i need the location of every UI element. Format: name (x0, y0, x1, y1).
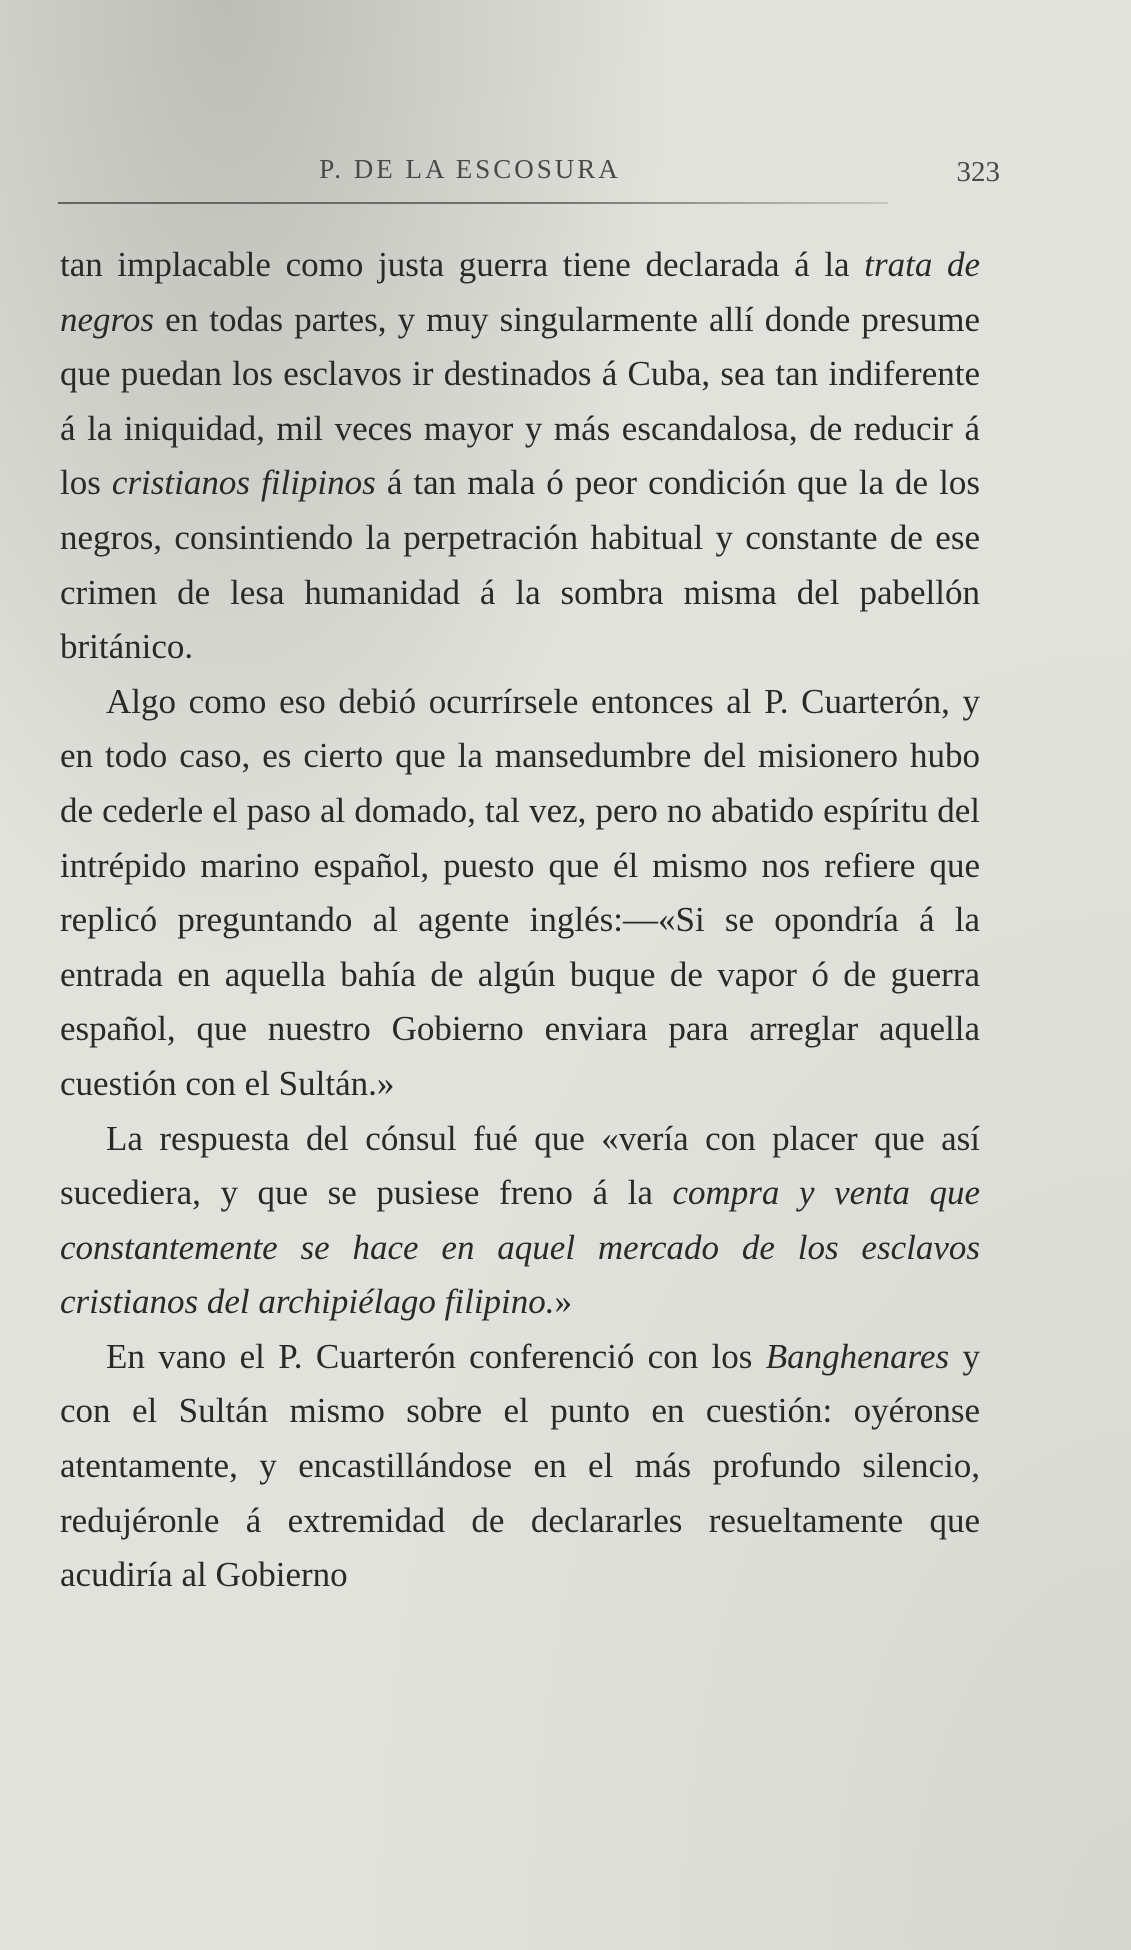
paragraph-2 (60, 675, 980, 1112)
running-head (60, 150, 1000, 190)
paragraph-4 (60, 1330, 980, 1603)
paragraph-3 (60, 1112, 980, 1330)
body-text (60, 238, 980, 1603)
page-number: 323 (956, 156, 1000, 188)
text-span: En vano el P. Cuarterón conferenció con los (106, 1336, 766, 1376)
text-span: tan implacable como justa guerra tiene declarada á la (60, 245, 865, 284)
text-span: y con el Sultán mismo sobre el punto en cuestión: oyéronse atentamente, y encastillándose en el más profundo silencio, redujéronle á extremidad de declararles resueltamente que acudiría al Gobierno (60, 1336, 980, 1595)
italic-span: cristianos filipinos (111, 463, 376, 503)
text-span: Algo como eso debió ocurrírsele entonces al P. Cuarterón, y en todo caso, es cierto que la mansedumbre del misionero hubo de cederle el paso al domado, tal vez, pero no abatido espíritu del intrépido marino español, puesto que él mismo nos refiere que replicó preguntando al agente inglés:—«Si se opondría á la entrada en aquella bahía de algún buque de vapor ó de guerra español, que nuestro Gobierno enviara para arreglar aquella cuestión con el Sultán.» (60, 681, 980, 1103)
text-span: en todas partes, y muy singularmente allí donde presume que puedan los esclavos ir destinados á Cuba, sea tan indiferente á la iniquidad, mil veces mayor y más escandalosa, de reducir á los (60, 299, 980, 503)
header-rule (58, 202, 888, 204)
text-span: á tan mala ó peor condición que la de los negros, consintiendo la perpetración habitual y constante de ese crimen de lesa humanidad á la sombra misma del pabellón británico. (60, 463, 980, 667)
italic-span: Banghenares (765, 1336, 950, 1376)
running-title: P. DE LA ESCOSURA (319, 154, 621, 184)
italic-span: compra y venta que constantemente se hace en aquel mercado de los esclavos cristianos del archipiélago filipino. (60, 1173, 980, 1322)
text-span: » (554, 1282, 573, 1322)
text-span: La respuesta del cónsul fué que «vería con placer que así sucediera, y que se pusiese freno á la (60, 1118, 980, 1213)
paragraph-1 (60, 238, 980, 675)
italic-span: trata de negros (60, 245, 981, 339)
